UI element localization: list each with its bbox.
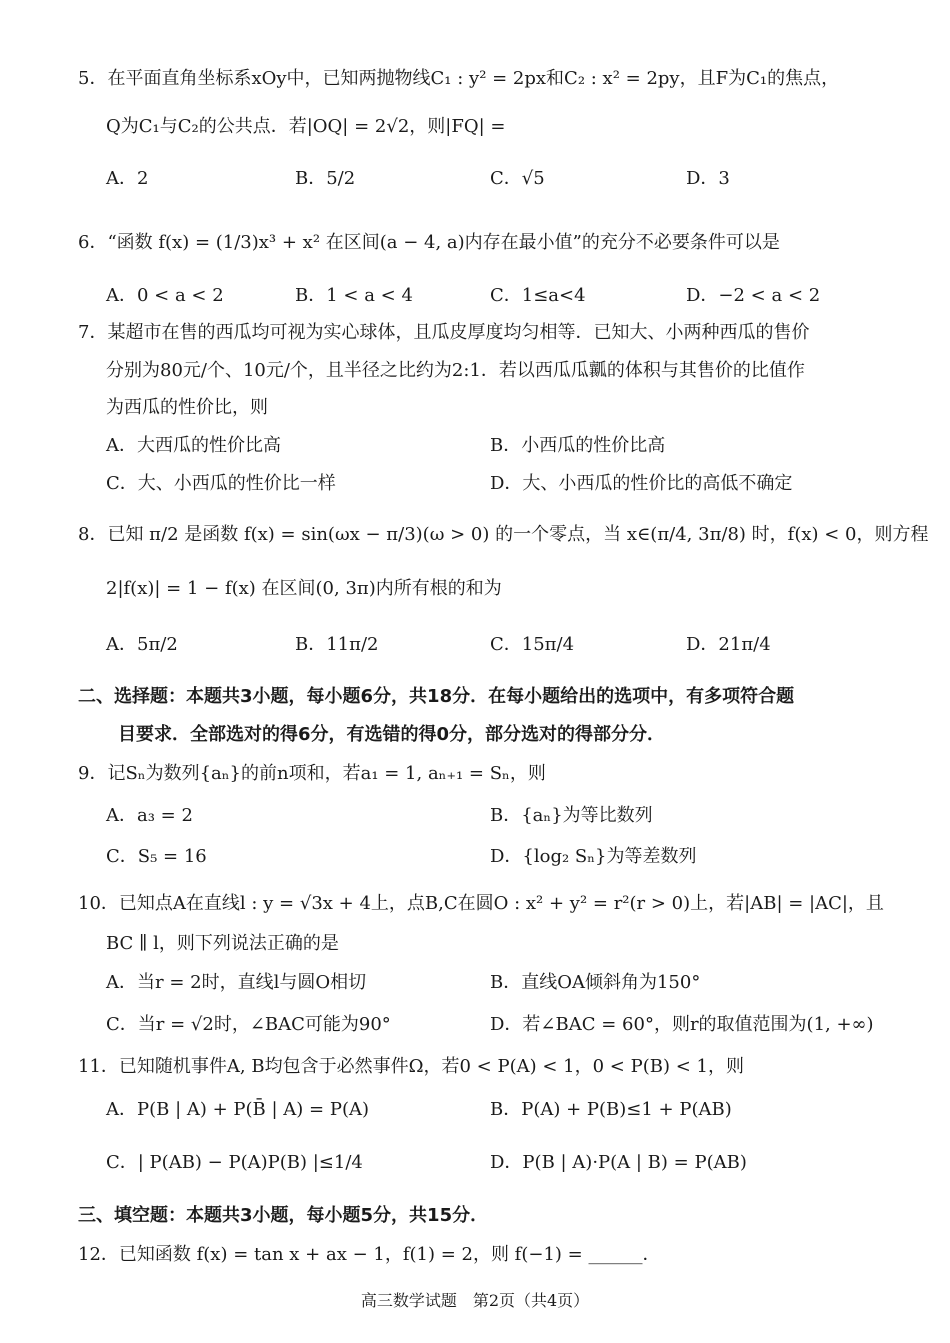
section-2-heading-line-2: 目要求．全部选对的得6分，有选错的得0分，部分选对的得部分分． [118, 724, 666, 745]
q8-option-b: B．11π/2 [295, 634, 379, 655]
q6-option-c: C．1≤a<4 [490, 285, 586, 306]
q9-option-c: C．S₅ = 16 [106, 846, 207, 867]
q8-line-2: 2|f(x)| = 1 − f(x) 在区间(0, 3π)内所有根的和为 [106, 578, 502, 599]
q7-option-a: A．大西瓜的性价比高 [106, 435, 281, 456]
q11-option-d: D．P(B | A)·P(A | B) = P(AB) [490, 1152, 747, 1173]
q7-option-d: D．大、小西瓜的性价比的高低不确定 [490, 473, 793, 494]
q5-option-b: B．5/2 [295, 168, 356, 189]
q8-option-c: C．15π/4 [490, 634, 575, 655]
q8-option-d: D．21π/4 [686, 634, 771, 655]
q5-option-c: C．√5 [490, 168, 545, 189]
q5-line-1: 5．在平面直角坐标系xOy中，已知两抛物线C₁ : y² = 2px和C₂ : x² = 2py，且F为C₁的焦点， [78, 68, 840, 89]
q10-option-b: B．直线OA倾斜角为150° [490, 972, 701, 993]
q8-line-1: 8．已知 π/2 是函数 f(x) = sin(ωx − π/3)(ω > 0) 的一个零点，当 x∈(π/4, 3π/8) 时，f(x) < 0，则方程 [78, 524, 929, 545]
q10-option-a: A．当r = 2时，直线l与圆O相切 [106, 972, 367, 993]
q11-option-a: A．P(B | A) + P(B̄ | A) = P(A) [106, 1099, 369, 1120]
q7-line-2: 分别为80元/个、10元/个，且半径之比约为2:1．若以西瓜瓜瓤的体积与其售价的比值作 [106, 360, 805, 381]
q9-option-d: D．{log₂ Sₙ}为等差数列 [490, 846, 697, 867]
q9-option-a: A．a₃ = 2 [106, 805, 193, 826]
q7-option-c: C．大、小西瓜的性价比一样 [106, 473, 336, 494]
q12-line-1: 12．已知函数 f(x) = tan x + ax − 1，f(1) = 2，则 f(−1) = ______． [78, 1244, 661, 1265]
q9-option-b: B．{aₙ}为等比数列 [490, 805, 653, 826]
q7-line-3: 为西瓜的性价比，则 [106, 397, 268, 418]
q5-option-d: D．3 [686, 168, 730, 189]
q11-option-b: B．P(A) + P(B)≤1 + P(AB) [490, 1099, 732, 1120]
section-2-heading-line-1: 二、选择题：本题共3小题，每小题6分，共18分．在每小题给出的选项中，有多项符合题 [78, 686, 795, 707]
q11-option-c: C．| P(AB) − P(A)P(B) |≤1/4 [106, 1152, 363, 1173]
q7-option-b: B．小西瓜的性价比高 [490, 435, 666, 456]
q10-line-2: BC ∥ l，则下列说法正确的是 [106, 933, 339, 954]
q5-line-2: Q为C₁与C₂的公共点．若|OQ| = 2√2，则|FQ| = [106, 116, 506, 137]
section-3-heading: 三、填空题：本题共3小题，每小题5分，共15分． [78, 1205, 489, 1226]
q9-line-1: 9．记Sₙ为数列{aₙ}的前n项和，若a₁ = 1, aₙ₊₁ = Sₙ，则 [78, 763, 546, 784]
q8-option-a: A．5π/2 [106, 634, 178, 655]
q10-line-1: 10．已知点A在直线l : y = √3x + 4上，点B,C在圆O : x² + y² = r²(r > 0)上，若|AB| = |AC|，且 [78, 893, 884, 914]
q6-option-d: D．−2 < a < 2 [686, 285, 821, 306]
q6-option-b: B．1 < a < 4 [295, 285, 413, 306]
page-footer: 高三数学试题 第2页（共4页） [360, 1291, 590, 1310]
q11-line-1: 11．已知随机事件A, B均包含于必然事件Ω，若0 < P(A) < 1，0 < P(B) < 1，则 [78, 1056, 744, 1077]
q5-option-a: A．2 [106, 168, 149, 189]
q6-option-a: A．0 < a < 2 [106, 285, 224, 306]
q6-line-1: 6．“函数 f(x) = (1/3)x³ + x² 在区间(a − 4, a)内存在最小值”的充分不必要条件可以是 [78, 232, 780, 253]
q10-option-d: D．若∠BAC = 60°，则r的取值范围为(1, +∞) [490, 1014, 874, 1035]
q7-line-1: 7．某超市在售的西瓜均可视为实心球体，且瓜皮厚度均匀相等．已知大、小两种西瓜的售价 [78, 322, 810, 343]
q10-option-c: C．当r = √2时，∠BAC可能为90° [106, 1014, 391, 1035]
